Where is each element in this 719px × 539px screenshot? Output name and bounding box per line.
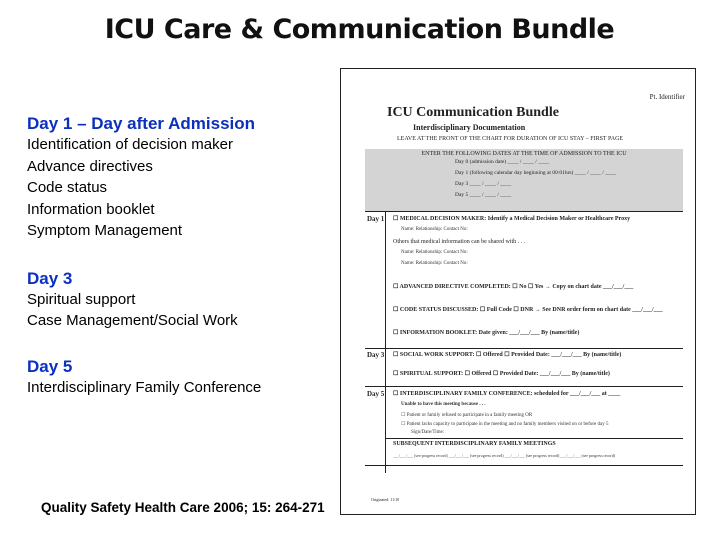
day3-item: Spiritual support: [27, 290, 136, 308]
row-divider: [365, 465, 683, 466]
column-divider: [385, 211, 386, 473]
info-booklet-row: ☐ INFORMATION BOOKLET: Date given: ___/___/___ By (name/title): [393, 330, 580, 336]
day5-section: [27, 356, 332, 399]
row-divider: [385, 438, 683, 439]
day1-item: Code status: [27, 179, 108, 196]
day3-heading: Day 3: [27, 268, 73, 288]
document-image: [340, 68, 696, 515]
slide-title: ICU Care & Communication Bundle: [104, 14, 615, 45]
others-line: Others that medical information can be shared with . . .: [393, 239, 526, 245]
day-list: [27, 113, 332, 412]
day5-item: Interdisciplinary Family Conference: [27, 378, 262, 396]
row-divider: [365, 386, 683, 387]
day1-item: Information booklet: [27, 200, 155, 218]
row-divider: [365, 348, 683, 349]
day3-item: Case Management/Social Work: [27, 312, 238, 329]
sign-line: Sign/Date/Time:: [411, 430, 445, 435]
name-line: Name: Relationship: Contact No:: [401, 261, 468, 266]
row-divider: [365, 211, 683, 212]
date-line: Day 1 (following calendar day beginning at 00:01hrs) ____ / ____ / ____: [455, 170, 617, 176]
day1-section: [27, 113, 332, 242]
doc-day5-label: Day 5: [367, 390, 385, 398]
family-conference-row: ☐ INTERDISCIPLINARY FAMILY CONFERENCE: scheduled for ___/___/___ at ____: [393, 391, 621, 397]
date-line: Day 0 (admission date) ____ / ____ / ____: [455, 159, 550, 165]
date-line: Day 3 ____ / ____ / ____: [455, 181, 512, 187]
date-line: Day 5 ____ / ____ / ____: [455, 192, 512, 198]
unable-line: Unable to have this meeting because . . .: [401, 402, 486, 407]
day1-item: Identification of decision maker: [27, 136, 233, 153]
name-line: Name: Relationship: Contact No:: [401, 250, 468, 255]
social-work-row: ☐ SOCIAL WORK SUPPORT: ☐ Offered ☐ Provided Date: ___/___/___ By (name/title): [393, 352, 622, 358]
subsequent-lines: ___/___/___ (see progress record) ___/___/___ (see progress record) ___/___/___ (see progress record) ___/___/___ (see progress record): [393, 453, 616, 458]
doc-day3-label: Day 3: [367, 351, 385, 359]
document-subtitle: Interdisciplinary Documentation: [413, 123, 526, 132]
dates-box: [365, 149, 683, 211]
day1-heading: Day 1 – Day after Admission: [27, 114, 256, 133]
pt-identifier: Pt. Identifier: [649, 93, 685, 101]
day1-item: Symptom Management: [27, 222, 183, 239]
day5-heading: Day 5: [27, 356, 73, 376]
doc-day1-label: Day 1: [367, 215, 385, 223]
reason-line: ☐ Patient lacks capacity to participate in the meeting and no family members visited on or before day 5: [401, 422, 609, 427]
day3-section: [27, 268, 332, 332]
document-title: ICU Communication Bundle: [387, 105, 559, 120]
medical-decision-row: ☐ MEDICAL DECISION MAKER: Identify a Medical Decision Maker or Healthcare Proxy: [393, 216, 631, 222]
originated-note: Originated: 11/10: [371, 497, 400, 502]
advance-directive-row: ☐ ADVANCED DIRECTIVE COMPLETED: ☐ No ☐ Yes → Copy on chart date ___/___/___: [393, 284, 634, 290]
spiritual-row: ☐ SPIRITUAL SUPPORT: ☐ Offered ☐ Provided Date: ___/___/___ By (name/title): [393, 371, 610, 377]
name-line: Name: Relationship: Contact No:: [401, 227, 468, 232]
subsequent-header: SUBSEQUENT INTERDISCIPLINARY FAMILY MEETINGS: [393, 441, 556, 447]
day1-item: Advance directives: [27, 157, 153, 175]
dates-header: ENTER THE FOLLOWING DATES AT THE TIME OF ADMISSION TO THE ICU: [421, 151, 627, 157]
leave-note: LEAVE AT THE FRONT OF THE CHART FOR DURATION OF ICU STAY – FIRST PAGE: [397, 136, 624, 142]
code-status-row: ☐ CODE STATUS DISCUSSED: ☐ Full Code ☐ DNR → See DNR order form on chart date ___/___/___: [393, 307, 663, 313]
reason-line: ☐ Patient or family refused to participate in a family meeting OR: [401, 413, 533, 418]
citation: Quality Safety Health Care 2006; 15: 264-271: [41, 500, 325, 515]
